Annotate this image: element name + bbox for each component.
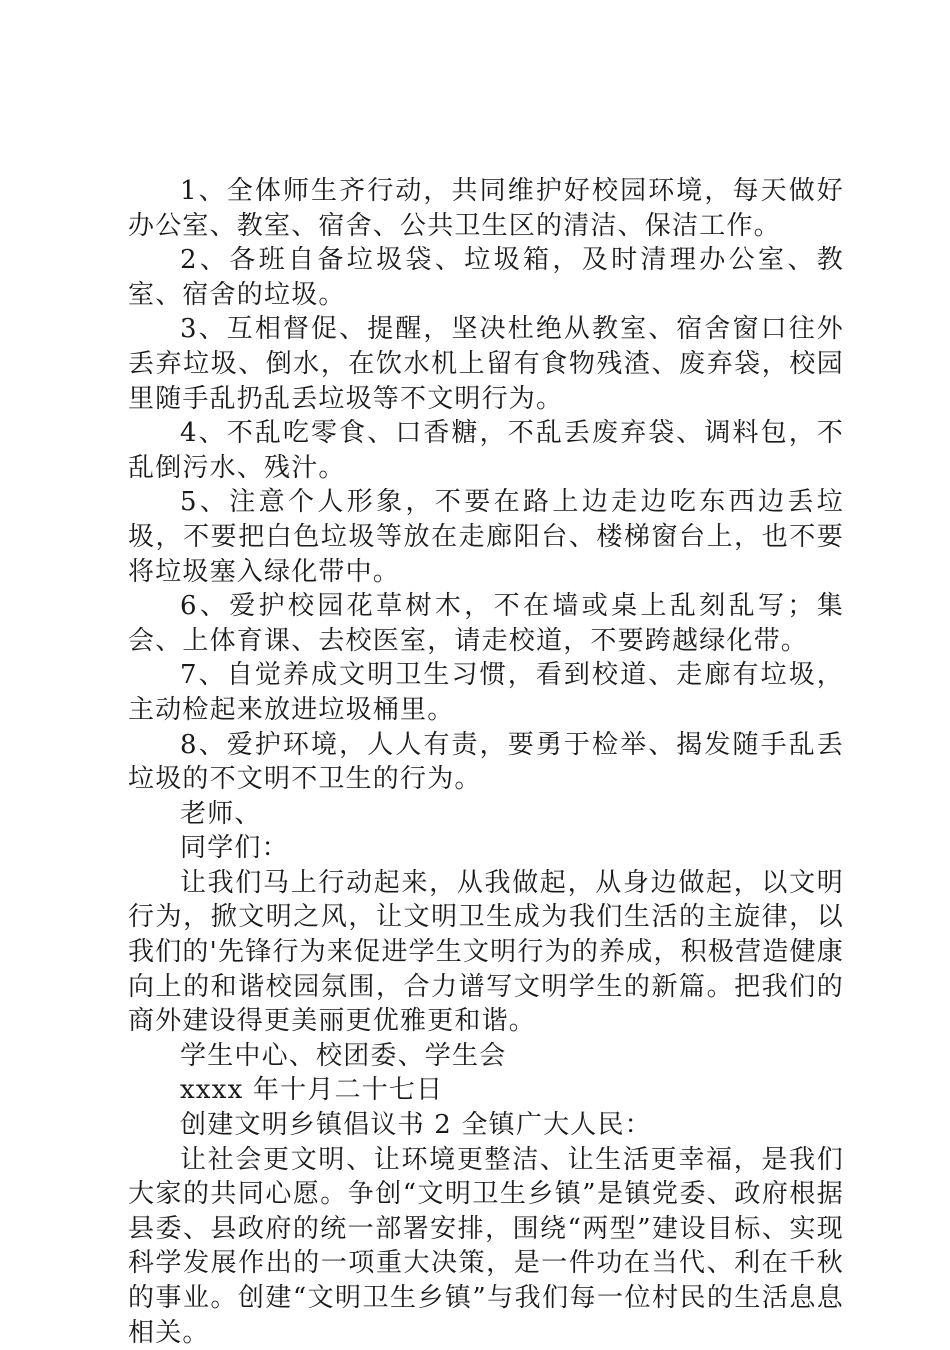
list-item-7: 7、自觉养成文明卫生习惯，看到校道、走廊有垃圾，主动检起来放进垃圾桶里。 <box>128 660 844 725</box>
body-paragraph: 让社会更文明、让环境更整洁、让生活更幸福，是我们大家的共同心愿。争创“文明卫生乡镇”是镇党委、政府根据县委、县政府的统一部署安排，围绕“两型”建设目标、实现科学发展作出的一项重大决策，是一件功在当代、利在千秋的事业。创建“文明卫生乡镇”与我们每一位村民的生活息息相关。 <box>128 1144 844 1348</box>
list-item-3: 3、互相督促、提醒，坚决杜绝从教室、宿舍窗口往外丢弃垃圾、倒水，在饮水机上留有食物残渣、废弃袋，校园里随手乱扔乱丢垃圾等不文明行为。 <box>128 314 844 414</box>
signature-date: xxxx 年十月二十七日 <box>180 1075 444 1106</box>
signature-organizations: 学生中心、校团委、学生会 <box>180 1040 507 1071</box>
closing-paragraph: 让我们马上行动起来，从我做起，从身边做起，以文明行为，掀文明之风，让文明卫生成为我们生活的主旋律，以我们的'先锋行为来促进学生文明行为的养成，积极营造健康向上的和谐校园氛围，合力谱写文明学生的新篇。把我们的商外建设得更美丽更优雅更和谐。 <box>128 867 844 1037</box>
list-item-6: 6、爱护校园花草树木，不在墙或桌上乱刻乱写；集会、上体育课、去校医室，请走校道，不要跨越绿化带。 <box>128 591 844 656</box>
salutation-teachers: 老师、 <box>180 798 262 829</box>
salutation-students: 同学们： <box>180 833 289 864</box>
list-item-8: 8、爱护环境，人人有责，要勇于检举、揭发随手乱丢垃圾的不文明不卫生的行为。 <box>128 729 844 795</box>
list-item-5: 5、注意个人形象，不要在路上边走边吃东西边丢垃圾，不要把白色垃圾等放在走廊阳台、楼梯窗台上，也不要将垃圾塞入绿化带中。 <box>128 487 844 587</box>
section-heading: 创建文明乡镇倡议书 2 全镇广大人民： <box>180 1110 652 1141</box>
list-item-2: 2、各班自备垃圾袋、垃圾箱，及时清理办公室、教室、宿舍的垃圾。 <box>128 245 844 310</box>
list-item-1: 1、全体师生齐行动，共同维护好校园环境，每天做好办公室、教室、宿舍、公共卫生区的清洁、保洁工作。 <box>128 176 844 241</box>
list-item-4: 4、不乱吃零食、口香糖，不乱丢废弃袋、调料包，不乱倒污水、残汁。 <box>128 418 844 483</box>
document-body <box>128 174 844 1350</box>
